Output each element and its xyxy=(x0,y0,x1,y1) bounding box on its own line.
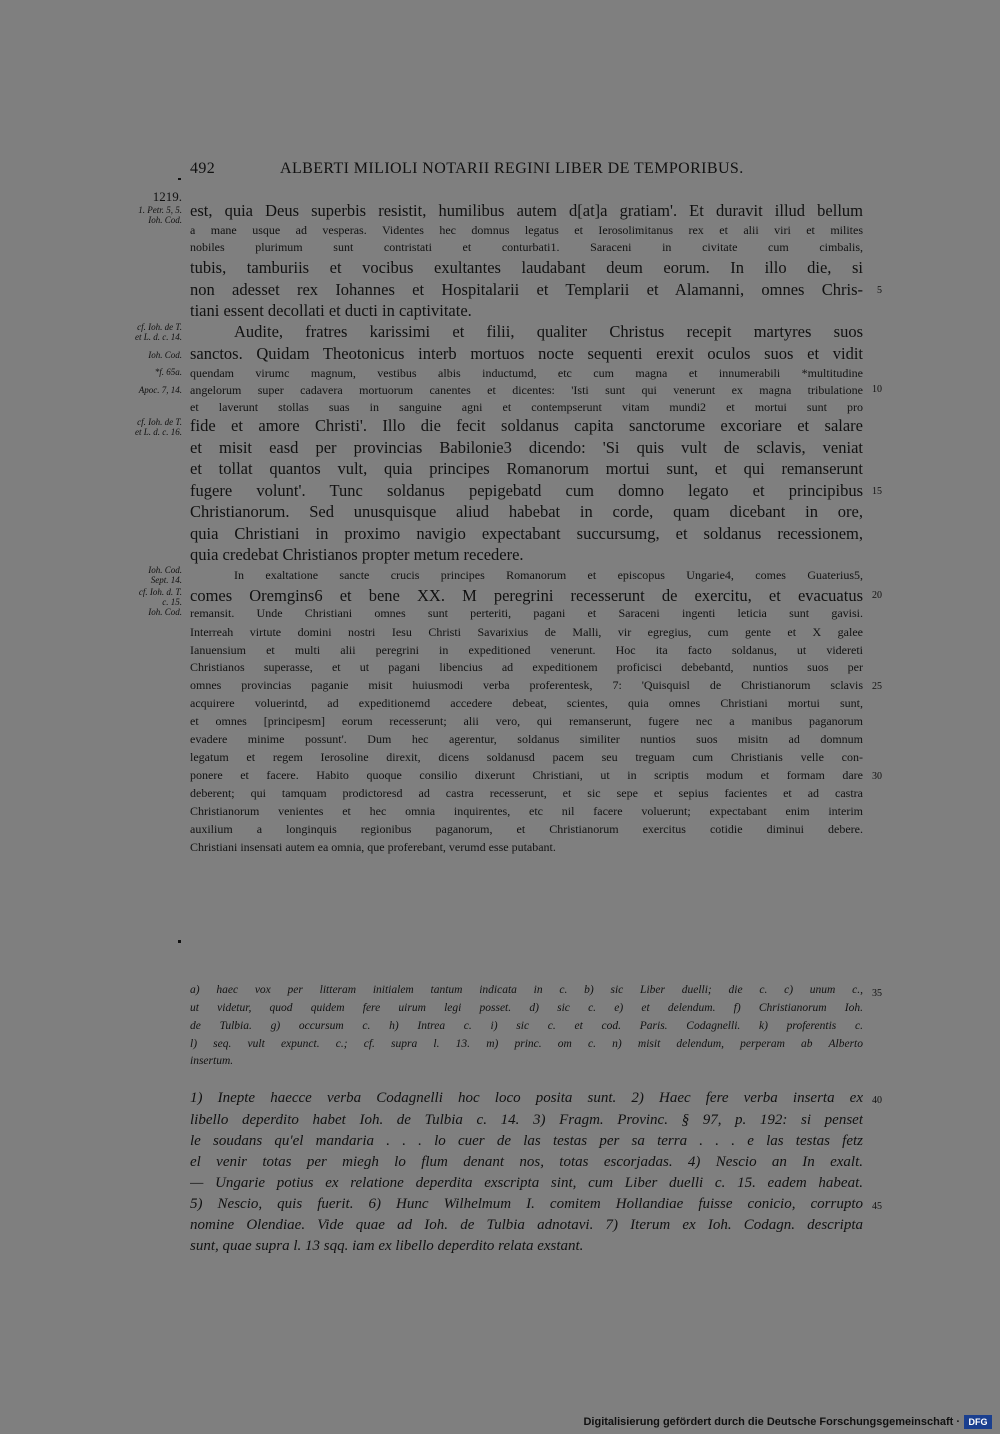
header-mark xyxy=(178,178,181,180)
text-line: sanctos. Quidam Theotonicus interb mortuos nocte sequenti erexit oculos suos et vidit xyxy=(190,344,863,363)
text-line: Christianorum venientes et hec omnia inquirentes, etc nil facere voluerunt; expectabant enim interim xyxy=(190,804,863,818)
text-line: et laverunt stollas suas in sanguine agni et contempserunt vitam mundi2 et mortui sunt pro xyxy=(190,400,863,414)
line-number: 45 xyxy=(872,1201,882,1212)
source-note-line: 5) Nescio, quis fuerit. 6) Hunc Wilhelmum I. comitem Hollandiae fuisse conicio, corrupto xyxy=(190,1196,863,1212)
text-line: non adesset rex Iohannes et Hospitalarii et Templarii et Alamanni, omnes Chris- xyxy=(190,280,863,299)
critical-note-line: ut videtur, quod quidem fere uirum legi posset. d) sic c. e) et delendum. f) Christianorum Ioh. xyxy=(190,1002,863,1014)
text-line: quia credebat Christianos propter metum recedere. xyxy=(190,545,524,564)
source-note-line: — Ungarie potius ex relatione deperdita exscripta sint, cum Liber duelli c. 15. eadem habeat. xyxy=(190,1175,863,1191)
margin-note: Ioh. Cod. xyxy=(148,350,182,360)
critical-note-line: l) seq. vult expunct. c.; cf. supra l. 13. m) princ. om c. n) misit delendum, perperam ab Alberto xyxy=(190,1038,863,1050)
line-number: 10 xyxy=(872,384,882,395)
margin-note: Apoc. 7, 14. xyxy=(138,385,182,395)
text-line: Audite, fratres karissimi et filii, qualiter Christus recepit martyres suos xyxy=(234,322,863,341)
text-line: legatum et regem Ierosoline direxit, dicens soldanusd pacem seu treguam cum Christianis velle con- xyxy=(190,750,863,764)
margin-note: 1. Petr. 5, 5. xyxy=(138,205,182,215)
critical-note-line: de Tulbia. g) occursum c. h) Intrea c. i) sic c. et cod. Paris. Codagnelli. k) proferentis c. xyxy=(190,1020,863,1032)
text-line: omnes provincias paganie misit huiusmodi verba proferentesk, 7: 'Quisquisl de Christianorum sclavis xyxy=(190,678,863,692)
margin-note: *f. 65a. xyxy=(154,367,182,377)
text-line: Ianuensium et multi alii peregrini in expeditioned venerunt. Hoc ita facto soldanus, ut videreti xyxy=(190,643,863,657)
dfg-logo[interactable]: DFG xyxy=(964,1415,992,1429)
margin-note: cf. Ioh. d. T. xyxy=(138,587,182,597)
running-title: ALBERTI MILIOLI NOTARII REGINI LIBER DE TEMPORIBUS. xyxy=(280,160,744,177)
text-line: est, quia Deus superbis resistit, humilibus autem d[at]a gratiam'. Et duravit illud bellum xyxy=(190,201,863,220)
text-line: auxilium a longinquis regionibus paganorum, et Christianorum exercitus cotidie diminui debere. xyxy=(190,822,863,836)
text-line: et misit easd per provincias Babilonie3 dicendo: 'Si quis vult de sclavis, veniat xyxy=(190,438,863,457)
text-line: tiani essent decollati et ducti in captivitate. xyxy=(190,301,472,320)
margin-year: 1219. xyxy=(152,189,182,204)
text-line: et omnes [principesm] eorum recesserunt; alii vero, qui remanserunt, fugere nec a manibus paganorum xyxy=(190,714,863,728)
margin-note: Ioh. Cod. xyxy=(148,565,182,575)
text-line: tubis, tamburiis et vocibus exultantes laudabant deum eorum. In illo die, si xyxy=(190,258,863,277)
funding-text: Digitalisierung gefördert durch die Deutsche Forschungsgemeinschaft · xyxy=(583,1416,960,1428)
text-line: acquirere voluerintd, ad expeditionemd accedere debeat, scientes, quia omnes Christiani mortui sunt, xyxy=(190,696,863,710)
margin-note: Ioh. Cod. xyxy=(148,215,182,225)
line-number: 5 xyxy=(877,285,882,296)
text-line: Christiani insensati autem ea omnia, que proferebant, verumd esse putabant. xyxy=(190,840,556,854)
text-line: In exaltatione sancte crucis principes Romanorum et episcopus Ungarie4, comes Guaterius5, xyxy=(234,568,863,582)
text-line: evadere minime possunt'. Dum hec agerentur, soldanus similiter nuntios suos misitn ad domnum xyxy=(190,732,863,746)
margin-note: cf. Ioh. de T. xyxy=(137,417,182,427)
text-line: quendam virumc magnum, vestibus albis inductumd, etc cum magna et innumerabili *multitudine xyxy=(190,366,863,380)
line-number: 30 xyxy=(872,771,882,782)
text-line: et tollat quantos vult, quia principes Romanorum mortui sunt, et qui remanserunt xyxy=(190,459,863,478)
text-line: angelorum super cadavera mortuorum canentes et dicentes: 'Isti sunt qui venerunt ex magna tribulatione xyxy=(190,383,863,397)
page-number: 492 xyxy=(190,160,216,177)
critical-note-line: insertum. xyxy=(190,1055,234,1067)
text-line: ponere et facere. Habito quoque consilio dixerunt Christiani, ut in scriptis modum et formam dare xyxy=(190,768,863,782)
line-number: 40 xyxy=(872,1095,882,1106)
margin-note: cf. Ioh. de T. xyxy=(137,322,182,332)
margin-note: et L. d. c. 16. xyxy=(135,427,182,437)
source-note-line: le soudans qu'el mandaria . . . lo cuer de las testas per sa terra . . . e las testas fetz xyxy=(190,1133,863,1149)
margin-note: et L. d. c. 14. xyxy=(135,332,182,342)
text-line: Christianos superasse, et ut pagani libencius ad expeditionem proficisci debebantd, nuntios suos per xyxy=(190,660,863,674)
source-note-line: sunt, quae supra l. 13 sqq. iam ex libello deperdito relata exstant. xyxy=(190,1238,584,1254)
text-line: deberent; qui tamquam prodictoresd ad castra recesserunt, et sic sepe et sepius facientes et ad castra xyxy=(190,786,863,800)
source-note-line: libello deperdito habet Ioh. de Tulbia c. 14. 3) Fragm. Provinc. § 97, p. 192: si penset xyxy=(190,1112,863,1128)
margin-note: c. 15. xyxy=(162,597,182,607)
funding-footer xyxy=(0,1412,1000,1434)
margin-note: Ioh. Cod. xyxy=(148,607,182,617)
text-line: quia Christiani in proximo navigio expectabant succursumg, et soldanus recessionem, xyxy=(190,524,863,543)
source-note-line: el venir totas per miegh lo flum denant nos, totas escorjadas. 4) Nescio an In exalt. xyxy=(190,1154,863,1170)
page-mark xyxy=(178,940,181,943)
text-line: Christianorum. Sed unusquisque aliud habebat in corde, quam dicebant in ore, xyxy=(190,502,863,521)
text-line: fugere volunt'. Tunc soldanus pepigebatd cum domno legato et principibus xyxy=(190,481,863,500)
text-line: a mane usque ad vesperas. Videntes hec domnus legatus et Ierosolimitanus rex et alii viri et milites xyxy=(190,223,863,237)
text-line: comes Oremgins6 et bene XX. M peregrini recesserunt de exercitu, et evacuatus xyxy=(190,586,863,605)
text-line: Interreah virtute domini nostri Iesu Christi Savarixius de Malli, vir egregius, cum gente et X galee xyxy=(190,625,863,639)
line-number: 15 xyxy=(872,486,882,497)
line-number: 25 xyxy=(872,681,882,692)
line-number: 20 xyxy=(872,590,882,601)
source-note-line: 1) Inepte haecce verba Codagnelli hoc loco posita sunt. 2) Haec fere verba inserta ex xyxy=(190,1090,863,1106)
line-number: 35 xyxy=(872,988,882,999)
text-line: remansit. Unde Christiani omnes sunt perteriti, pagani et Saraceni ingenti leticia sunt gavisi. xyxy=(190,606,863,620)
source-note-line: nomine Olendiae. Vide quae ad Ioh. de Tulbia adnotavi. 7) Iterum ex Ioh. Codagn. descripta xyxy=(190,1217,863,1233)
text-line: fide et amore Christi'. Illo die fecit soldanus capita sanctorume excoriare et salare xyxy=(190,416,863,435)
margin-note: Sept. 14. xyxy=(150,575,182,585)
critical-note-line: a) haec vox per litteram initialem tantum indicata in c. b) sic Liber duelli; die c. c) unum c., xyxy=(190,984,863,996)
text-line: nobiles plurimum sunt contristati et conturbati1. Saraceni in civitate cum cimbalis, xyxy=(190,240,863,254)
